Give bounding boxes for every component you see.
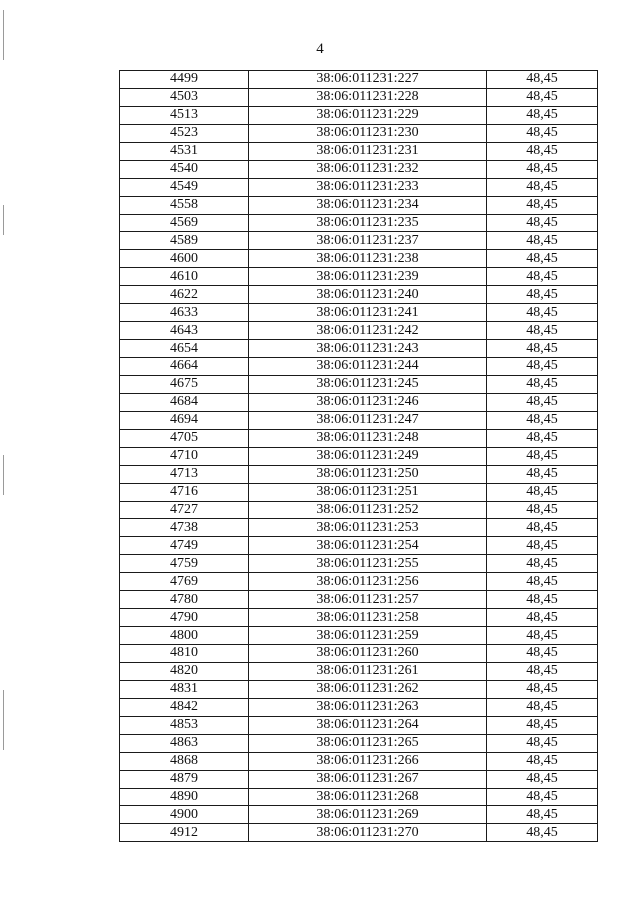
cadastral-number-cell: 38:06:011231:245 [249, 375, 487, 393]
cadastral-number-cell: 38:06:011231:237 [249, 232, 487, 250]
table-body [120, 71, 598, 842]
plot-number-cell: 4558 [120, 196, 249, 214]
area-cell: 48,45 [487, 393, 598, 411]
table-row [120, 645, 598, 663]
area-cell: 48,45 [487, 662, 598, 680]
plot-number-cell: 4842 [120, 698, 249, 716]
plot-number-cell: 4727 [120, 501, 249, 519]
cadastral-number-cell: 38:06:011231:241 [249, 304, 487, 322]
plot-number-cell: 4600 [120, 250, 249, 268]
cadastral-number-cell: 38:06:011231:267 [249, 770, 487, 788]
cadastral-number-cell: 38:06:011231:268 [249, 788, 487, 806]
area-cell: 48,45 [487, 304, 598, 322]
area-cell: 48,45 [487, 806, 598, 824]
plot-number-cell: 4569 [120, 214, 249, 232]
table-row [120, 591, 598, 609]
plot-number-cell: 4531 [120, 142, 249, 160]
cadastral-number-cell: 38:06:011231:260 [249, 645, 487, 663]
table-row [120, 483, 598, 501]
scan-margin-marks [0, 0, 12, 905]
plot-number-cell: 4749 [120, 537, 249, 555]
plot-number-cell: 4710 [120, 447, 249, 465]
area-cell: 48,45 [487, 106, 598, 124]
cadastral-number-cell: 38:06:011231:247 [249, 411, 487, 429]
table-row [120, 662, 598, 680]
cadastral-number-cell: 38:06:011231:253 [249, 519, 487, 537]
table-row [120, 178, 598, 196]
cadastral-number-cell: 38:06:011231:238 [249, 250, 487, 268]
plot-number-cell: 4800 [120, 627, 249, 645]
cadastral-number-cell: 38:06:011231:266 [249, 752, 487, 770]
plot-number-cell: 4513 [120, 106, 249, 124]
plot-number-cell: 4540 [120, 160, 249, 178]
plot-number-cell: 4868 [120, 752, 249, 770]
area-cell: 48,45 [487, 232, 598, 250]
cadastral-number-cell: 38:06:011231:246 [249, 393, 487, 411]
plot-number-cell: 4820 [120, 662, 249, 680]
table-row [120, 698, 598, 716]
table-row [120, 286, 598, 304]
plot-number-cell: 4900 [120, 806, 249, 824]
cadastral-number-cell: 38:06:011231:254 [249, 537, 487, 555]
table-row [120, 501, 598, 519]
cadastral-number-cell: 38:06:011231:250 [249, 465, 487, 483]
cadastral-number-cell: 38:06:011231:261 [249, 662, 487, 680]
cadastral-number-cell: 38:06:011231:270 [249, 824, 487, 842]
area-cell: 48,45 [487, 88, 598, 106]
table-row [120, 680, 598, 698]
table-row [120, 734, 598, 752]
area-cell: 48,45 [487, 375, 598, 393]
plot-number-cell: 4503 [120, 88, 249, 106]
area-cell: 48,45 [487, 555, 598, 573]
table-row [120, 196, 598, 214]
area-cell: 48,45 [487, 196, 598, 214]
cadastral-number-cell: 38:06:011231:234 [249, 196, 487, 214]
plot-number-cell: 4790 [120, 609, 249, 627]
area-cell: 48,45 [487, 322, 598, 340]
table-row [120, 71, 598, 89]
area-cell: 48,45 [487, 465, 598, 483]
table-row [120, 124, 598, 142]
plot-number-cell: 4780 [120, 591, 249, 609]
area-cell: 48,45 [487, 680, 598, 698]
table-row [120, 322, 598, 340]
area-cell: 48,45 [487, 591, 598, 609]
plot-number-cell: 4675 [120, 375, 249, 393]
table-row [120, 465, 598, 483]
plot-number-cell: 4713 [120, 465, 249, 483]
plot-number-cell: 4879 [120, 770, 249, 788]
area-cell: 48,45 [487, 71, 598, 89]
plot-number-cell: 4633 [120, 304, 249, 322]
table-row [120, 824, 598, 842]
cadastral-number-cell: 38:06:011231:242 [249, 322, 487, 340]
plot-number-cell: 4853 [120, 716, 249, 734]
cadastral-number-cell: 38:06:011231:228 [249, 88, 487, 106]
cadastral-number-cell: 38:06:011231:265 [249, 734, 487, 752]
area-cell: 48,45 [487, 788, 598, 806]
cadastral-number-cell: 38:06:011231:259 [249, 627, 487, 645]
plot-number-cell: 4912 [120, 824, 249, 842]
table-row [120, 806, 598, 824]
cadastral-number-cell: 38:06:011231:244 [249, 358, 487, 376]
table-row [120, 160, 598, 178]
plot-number-cell: 4622 [120, 286, 249, 304]
area-cell: 48,45 [487, 698, 598, 716]
area-cell: 48,45 [487, 340, 598, 358]
plot-number-cell: 4610 [120, 268, 249, 286]
cadastral-number-cell: 38:06:011231:231 [249, 142, 487, 160]
plot-number-cell: 4716 [120, 483, 249, 501]
cadastral-number-cell: 38:06:011231:240 [249, 286, 487, 304]
cadastral-number-cell: 38:06:011231:230 [249, 124, 487, 142]
cadastral-number-cell: 38:06:011231:263 [249, 698, 487, 716]
area-cell: 48,45 [487, 501, 598, 519]
area-cell: 48,45 [487, 609, 598, 627]
area-cell: 48,45 [487, 358, 598, 376]
area-cell: 48,45 [487, 645, 598, 663]
cadastral-number-cell: 38:06:011231:251 [249, 483, 487, 501]
area-cell: 48,45 [487, 716, 598, 734]
plot-number-cell: 4810 [120, 645, 249, 663]
cadastral-number-cell: 38:06:011231:256 [249, 573, 487, 591]
area-cell: 48,45 [487, 824, 598, 842]
table-row [120, 519, 598, 537]
table-row [120, 752, 598, 770]
plot-number-cell: 4664 [120, 358, 249, 376]
plot-number-cell: 4769 [120, 573, 249, 591]
plot-number-cell: 4831 [120, 680, 249, 698]
cadastral-number-cell: 38:06:011231:239 [249, 268, 487, 286]
plot-number-cell: 4759 [120, 555, 249, 573]
area-cell: 48,45 [487, 627, 598, 645]
area-cell: 48,45 [487, 214, 598, 232]
table-row [120, 447, 598, 465]
table-row [120, 393, 598, 411]
area-cell: 48,45 [487, 770, 598, 788]
cadastral-number-cell: 38:06:011231:257 [249, 591, 487, 609]
table-row [120, 142, 598, 160]
plot-number-cell: 4589 [120, 232, 249, 250]
table-row [120, 340, 598, 358]
table-row [120, 770, 598, 788]
table-row [120, 88, 598, 106]
area-cell: 48,45 [487, 752, 598, 770]
area-cell: 48,45 [487, 124, 598, 142]
plot-number-cell: 4549 [120, 178, 249, 196]
table-row [120, 429, 598, 447]
plot-number-cell: 4863 [120, 734, 249, 752]
area-cell: 48,45 [487, 537, 598, 555]
area-cell: 48,45 [487, 483, 598, 501]
plot-number-cell: 4684 [120, 393, 249, 411]
table-row [120, 788, 598, 806]
cadastral-table [119, 70, 598, 842]
area-cell: 48,45 [487, 447, 598, 465]
area-cell: 48,45 [487, 286, 598, 304]
area-cell: 48,45 [487, 268, 598, 286]
page-number: 4 [316, 41, 324, 57]
cadastral-number-cell: 38:06:011231:258 [249, 609, 487, 627]
table-row [120, 304, 598, 322]
plot-number-cell: 4499 [120, 71, 249, 89]
table-row [120, 375, 598, 393]
plot-number-cell: 4654 [120, 340, 249, 358]
plot-number-cell: 4694 [120, 411, 249, 429]
plot-number-cell: 4523 [120, 124, 249, 142]
area-cell: 48,45 [487, 573, 598, 591]
area-cell: 48,45 [487, 160, 598, 178]
plot-number-cell: 4643 [120, 322, 249, 340]
cadastral-number-cell: 38:06:011231:229 [249, 106, 487, 124]
table-row [120, 232, 598, 250]
cadastral-number-cell: 38:06:011231:232 [249, 160, 487, 178]
table-row [120, 268, 598, 286]
area-cell: 48,45 [487, 429, 598, 447]
area-cell: 48,45 [487, 250, 598, 268]
plot-number-cell: 4890 [120, 788, 249, 806]
cadastral-number-cell: 38:06:011231:262 [249, 680, 487, 698]
table-row [120, 106, 598, 124]
table-row [120, 555, 598, 573]
table-row [120, 716, 598, 734]
cadastral-number-cell: 38:06:011231:269 [249, 806, 487, 824]
plot-number-cell: 4705 [120, 429, 249, 447]
area-cell: 48,45 [487, 411, 598, 429]
area-cell: 48,45 [487, 142, 598, 160]
cadastral-number-cell: 38:06:011231:233 [249, 178, 487, 196]
cadastral-number-cell: 38:06:011231:255 [249, 555, 487, 573]
table-row [120, 250, 598, 268]
cadastral-number-cell: 38:06:011231:243 [249, 340, 487, 358]
area-cell: 48,45 [487, 519, 598, 537]
cadastral-number-cell: 38:06:011231:252 [249, 501, 487, 519]
area-cell: 48,45 [487, 734, 598, 752]
cadastral-number-cell: 38:06:011231:248 [249, 429, 487, 447]
table-row [120, 627, 598, 645]
cadastral-number-cell: 38:06:011231:227 [249, 71, 487, 89]
table-row [120, 609, 598, 627]
table-row [120, 573, 598, 591]
table-row [120, 537, 598, 555]
table-row [120, 358, 598, 376]
table-row [120, 214, 598, 232]
area-cell: 48,45 [487, 178, 598, 196]
cadastral-number-cell: 38:06:011231:249 [249, 447, 487, 465]
plot-number-cell: 4738 [120, 519, 249, 537]
table-row [120, 411, 598, 429]
cadastral-number-cell: 38:06:011231:235 [249, 214, 487, 232]
cadastral-number-cell: 38:06:011231:264 [249, 716, 487, 734]
